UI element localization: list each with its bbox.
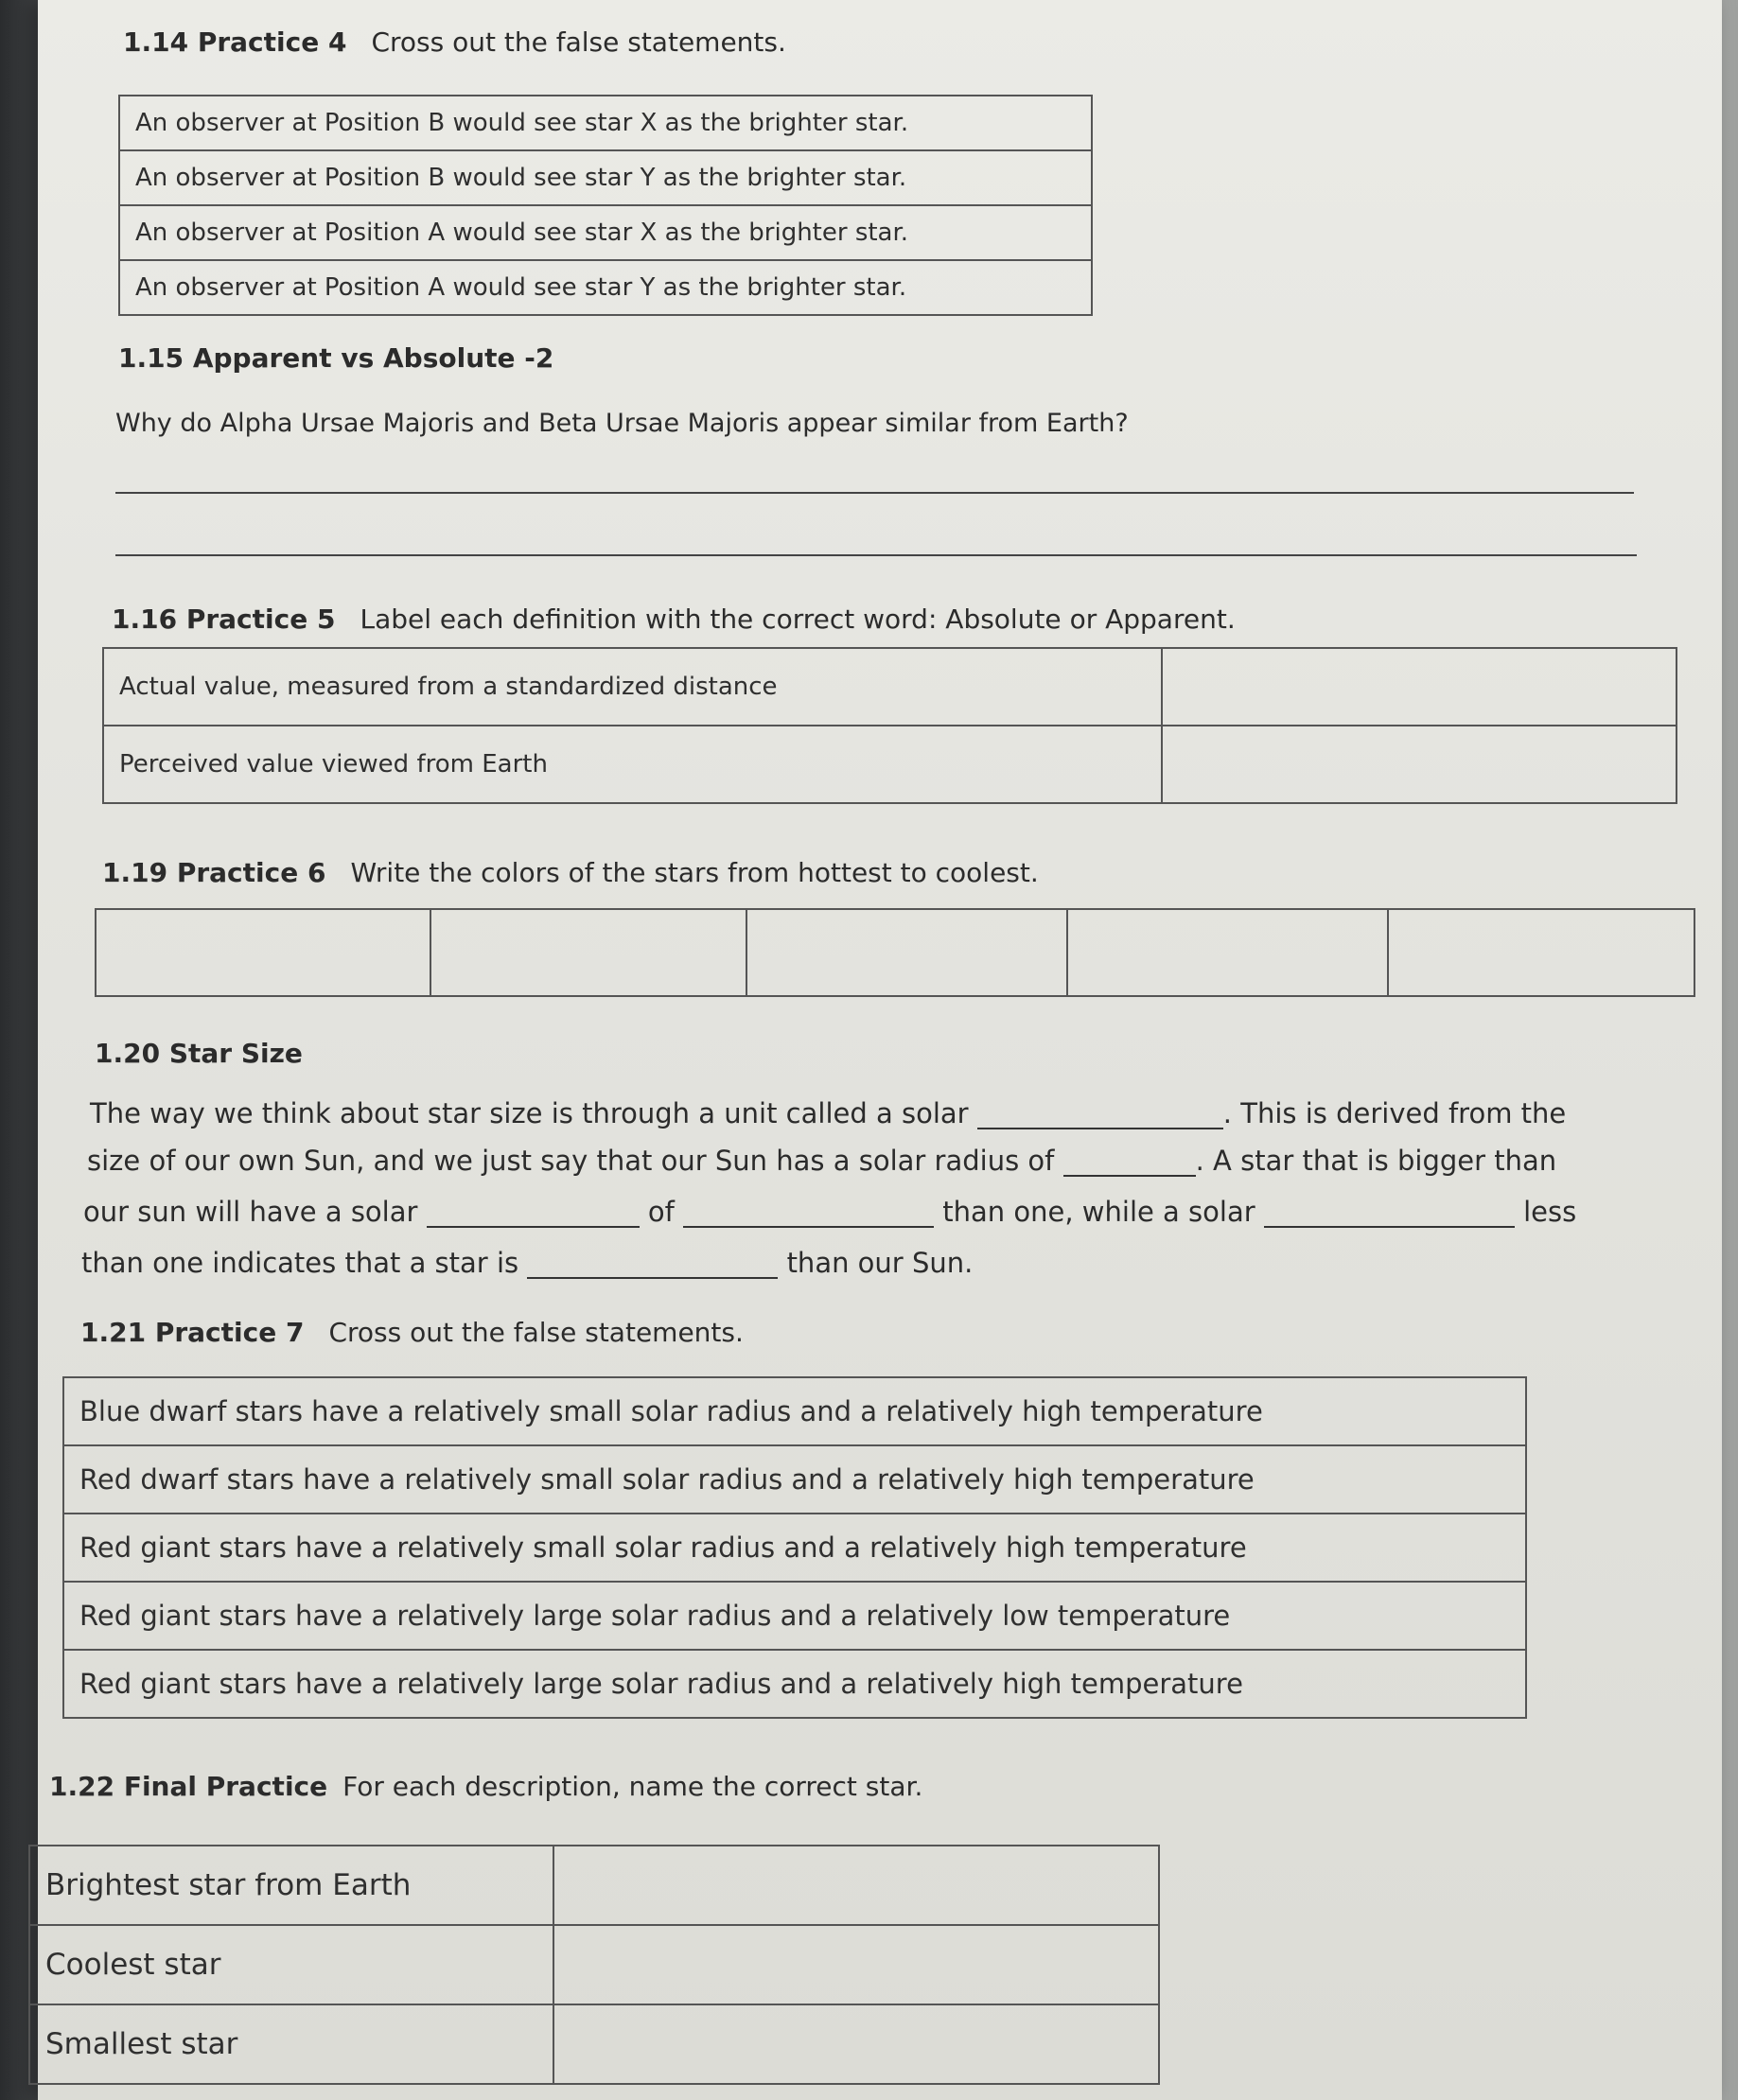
text: The way we think about star size is through a unit called a solar bbox=[90, 1097, 969, 1129]
heading-text: 1.16 Practice 5 bbox=[112, 604, 336, 635]
instruction-text: Cross out the false statements. bbox=[328, 1317, 744, 1348]
paragraph-line-2 bbox=[87, 1145, 1556, 1177]
instruction-text: Label each definition with the correct word: Absolute or Apparent. bbox=[360, 604, 1236, 635]
section-1-21-heading bbox=[80, 1317, 744, 1348]
color-answer-cell[interactable] bbox=[1067, 909, 1388, 996]
heading-text: 1.14 Practice 4 bbox=[123, 26, 347, 58]
answer-line[interactable] bbox=[115, 554, 1637, 556]
text: . This is derived from the bbox=[1222, 1097, 1567, 1129]
statement-cell[interactable]: An observer at Position B would see star Y as the brighter star. bbox=[119, 150, 1092, 205]
section-1-22-heading bbox=[49, 1771, 922, 1802]
text: . A star that is bigger than bbox=[1195, 1145, 1557, 1177]
statement-cell[interactable]: An observer at Position B would see star X as the brighter star. bbox=[119, 96, 1092, 150]
definition-cell: Perceived value viewed from Earth bbox=[103, 726, 1162, 803]
text: than our Sun. bbox=[786, 1247, 974, 1279]
fill-blank[interactable] bbox=[427, 1203, 640, 1228]
statements-table-1-14 bbox=[118, 95, 1093, 316]
answer-line[interactable] bbox=[115, 492, 1634, 494]
definitions-table bbox=[102, 647, 1677, 804]
color-answer-cell[interactable] bbox=[746, 909, 1067, 996]
statement-cell[interactable]: An observer at Position A would see star X as the brighter star. bbox=[119, 205, 1092, 260]
section-1-16-heading bbox=[112, 604, 1236, 635]
section-1-15-heading: 1.15 Apparent vs Absolute -2 bbox=[118, 342, 554, 374]
heading-text: 1.22 Final Practice bbox=[49, 1771, 328, 1802]
description-cell: Brightest star from Earth bbox=[29, 1846, 553, 1925]
section-1-19-heading bbox=[102, 857, 1039, 888]
instruction-text: Write the colors of the stars from hottest to coolest. bbox=[350, 857, 1039, 888]
statements-table-1-21 bbox=[62, 1376, 1527, 1719]
answer-cell[interactable] bbox=[553, 1925, 1159, 2004]
definition-cell: Actual value, measured from a standardized distance bbox=[103, 648, 1162, 726]
color-answer-cell[interactable] bbox=[430, 909, 746, 996]
text: our sun will have a solar bbox=[83, 1196, 418, 1228]
fill-blank[interactable] bbox=[683, 1203, 934, 1228]
statement-cell[interactable]: Red giant stars have a relatively large solar radius and a relatively low temperature bbox=[63, 1582, 1526, 1650]
section-1-14-heading bbox=[123, 26, 786, 58]
fill-blank[interactable] bbox=[527, 1254, 778, 1279]
statement-cell[interactable]: Blue dwarf stars have a relatively small solar radius and a relatively high temperature bbox=[63, 1377, 1526, 1445]
paragraph-line-1 bbox=[90, 1097, 1566, 1129]
statement-cell[interactable]: Red giant stars have a relatively large solar radius and a relatively high temperature bbox=[63, 1650, 1526, 1718]
text: than one, while a solar bbox=[942, 1196, 1255, 1228]
color-answer-cell[interactable] bbox=[96, 909, 430, 996]
statement-cell[interactable]: An observer at Position A would see star Y as the brighter star. bbox=[119, 260, 1092, 315]
heading-text: 1.21 Practice 7 bbox=[80, 1317, 305, 1348]
fill-blank[interactable] bbox=[1063, 1152, 1196, 1177]
question-text: Why do Alpha Ursae Majoris and Beta Ursae Majoris appear similar from Earth? bbox=[115, 409, 1129, 438]
text: of bbox=[647, 1196, 675, 1228]
star-colors-table bbox=[95, 908, 1695, 997]
text: than one indicates that a star is bbox=[81, 1247, 519, 1279]
description-cell: Smallest star bbox=[29, 2004, 553, 2084]
answer-cell[interactable] bbox=[553, 1846, 1159, 1925]
section-1-20-heading: 1.20 Star Size bbox=[95, 1038, 303, 1069]
fill-blank[interactable] bbox=[1264, 1203, 1515, 1228]
statement-cell[interactable]: Red dwarf stars have a relatively small solar radius and a relatively high temperature bbox=[63, 1445, 1526, 1514]
answer-cell[interactable] bbox=[553, 2004, 1159, 2084]
paragraph-line-3 bbox=[83, 1196, 1576, 1228]
text: size of our own Sun, and we just say that our Sun has a solar radius of bbox=[87, 1145, 1055, 1177]
instruction-text: Cross out the false statements. bbox=[371, 26, 786, 58]
answer-cell[interactable] bbox=[1162, 648, 1677, 726]
description-cell: Coolest star bbox=[29, 1925, 553, 2004]
answer-cell[interactable] bbox=[1162, 726, 1677, 803]
text: less bbox=[1523, 1196, 1577, 1228]
color-answer-cell[interactable] bbox=[1388, 909, 1694, 996]
heading-text: 1.19 Practice 6 bbox=[102, 857, 326, 888]
paragraph-line-4 bbox=[81, 1247, 973, 1279]
star-descriptions-table bbox=[28, 1845, 1160, 2085]
fill-blank[interactable] bbox=[977, 1105, 1223, 1129]
statement-cell[interactable]: Red giant stars have a relatively small solar radius and a relatively high temperature bbox=[63, 1514, 1526, 1582]
instruction-text: For each description, name the correct star. bbox=[342, 1771, 923, 1802]
